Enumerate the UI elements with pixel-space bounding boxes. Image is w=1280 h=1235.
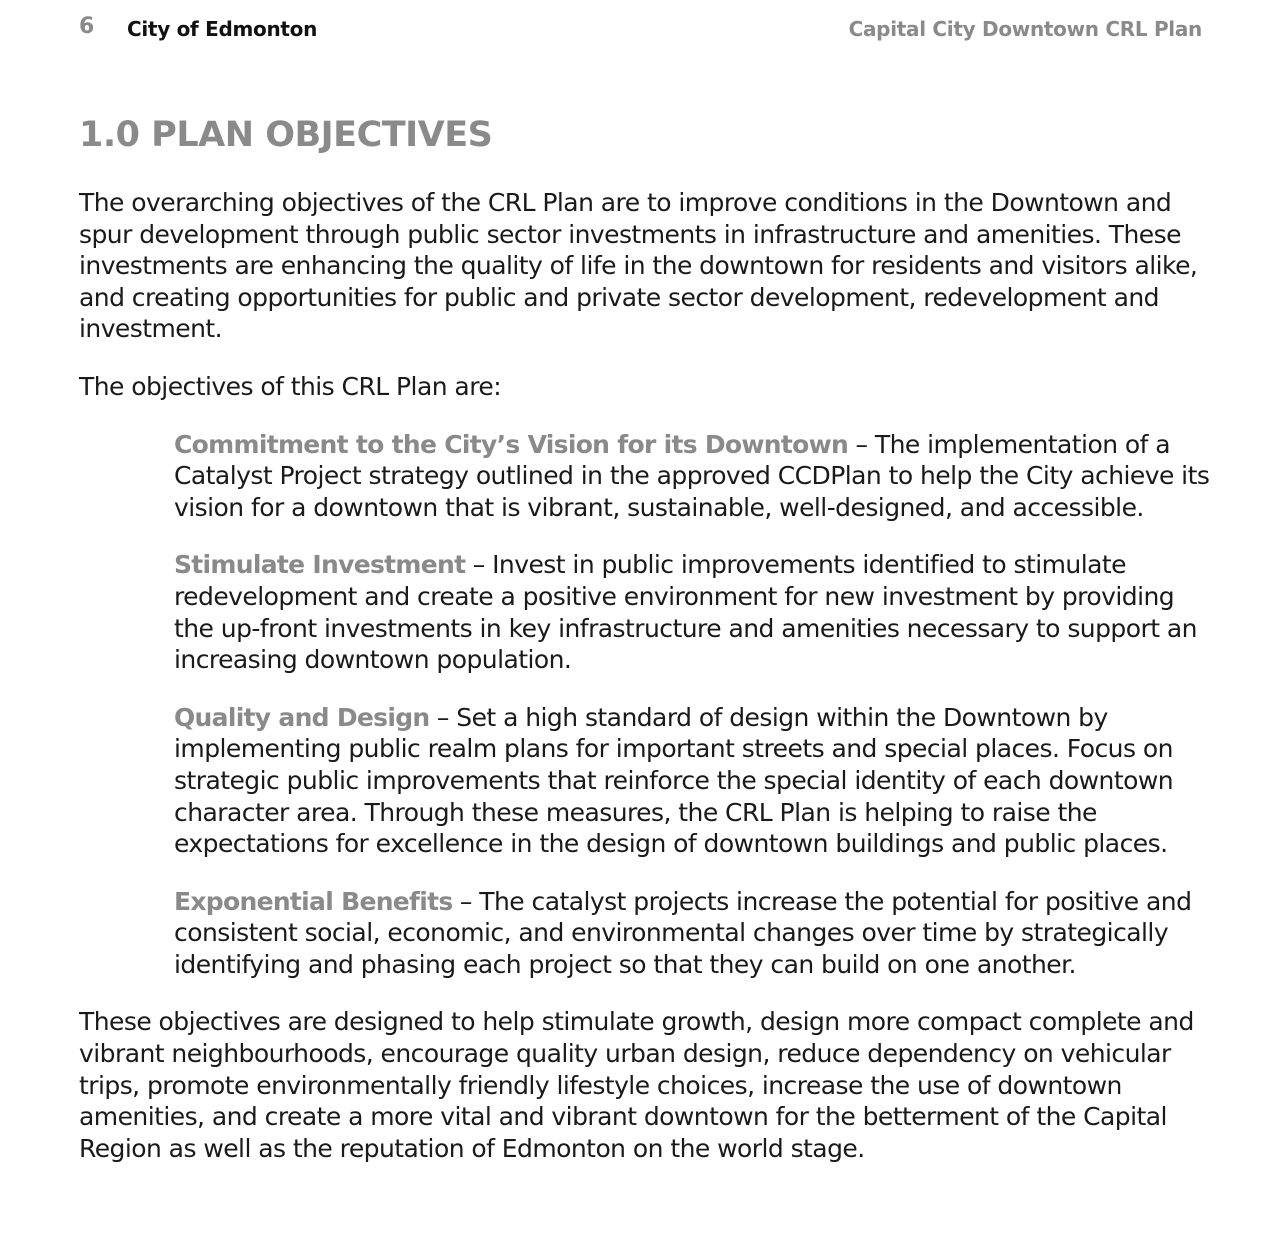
objective-item-quality-design (174, 702, 1219, 860)
section-body (79, 187, 1219, 1164)
intro-paragraph: The overarching objectives of the CRL Plan are to improve conditions in the Downtown and spur development through public sector investments in infrastructure and amenities. These investments are enhancing the quality of life in the downtown for residents and visitors alike, and creating opportunities for public and private sector development, redevelopment and investment. (79, 188, 1198, 344)
objective-description: – Invest in public improvements identified to stimulate redevelopment and create a positive environment for new investment by providing the up-front investments in key infrastructure and amenities necessary to support an increasing downtown population. (174, 550, 1197, 675)
objective-item-vision (174, 429, 1219, 524)
page-header (0, 0, 1280, 56)
organization-name: City of Edmonton (127, 17, 318, 41)
objective-description: – The catalyst projects increase the potential for positive and consistent social, economic, and environmental changes over time by strategically identifying and phasing each project so that they can build on one another. (174, 886, 1192, 979)
objective-description: – The implementation of a Catalyst Project strategy outlined in the approved CCDPlan to help the City achieve its vision for a downtown that is vibrant, sustainable, well-designed, and accessible. (174, 429, 1210, 522)
objective-title: Stimulate Investment (174, 550, 466, 580)
document-title: Capital City Downtown CRL Plan (848, 17, 1202, 41)
objective-title: Quality and Design (174, 702, 430, 732)
objective-description: – Set a high standard of design within the Downtown by implementing public realm plans for important streets and special places. Focus on strategic public improvements that reinforce the special identity of each downtown character area. Through these measures, the CRL Plan is helping to raise the expectations for excellence in the design of downtown buildings and public places. (174, 702, 1174, 859)
objectives-lead-in: The objectives of this CRL Plan are: (79, 371, 502, 401)
objective-title: Exponential Benefits (174, 886, 453, 916)
objective-item-investment (174, 549, 1219, 675)
section-heading: 1.0 PLAN OBJECTIVES (79, 115, 493, 155)
objective-item-benefits (174, 886, 1219, 981)
closing-paragraph: These objectives are designed to help stimulate growth, design more compact complete and vibrant neighbourhoods, encourage quality urban design, reduce dependency on vehicular trips, promote environmentally friendly lifestyle choices, increase the use of downtown amenities, and create a more vital and vibrant downtown for the betterment of the Capital Region as well as the reputation of Edmonton on the world stage. (79, 1007, 1194, 1163)
objective-title: Commitment to the City’s Vision for its Downtown (174, 429, 849, 459)
objectives-list (174, 429, 1219, 981)
page-number: 6 (79, 14, 95, 39)
